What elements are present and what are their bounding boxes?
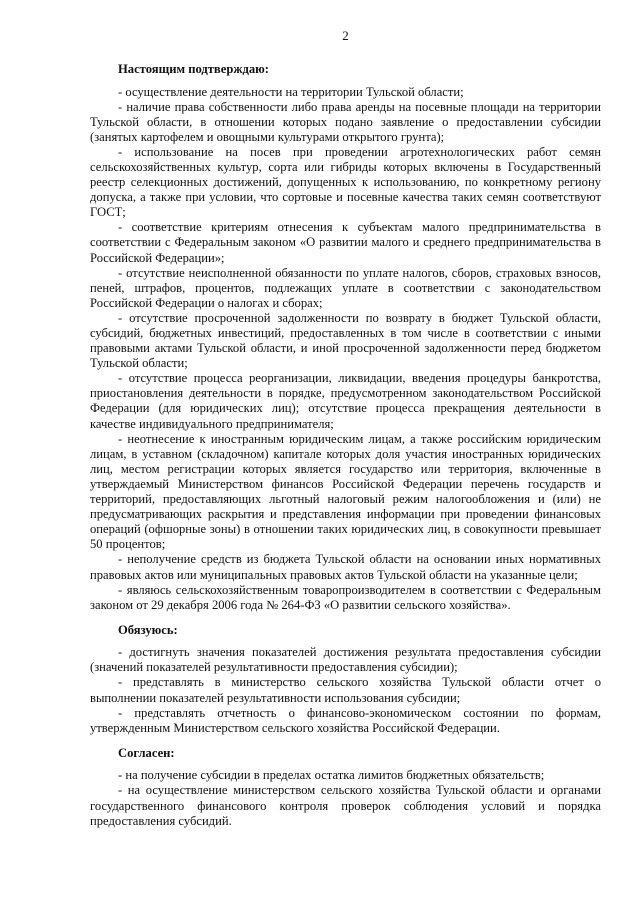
section-heading: Обязуюсь:: [118, 622, 178, 637]
paragraph: - неполучение средств из бюджета Тульской области на основании иных нормативных правовых актов или муниципальных правовых актов Тульской области на указанные цели;: [90, 552, 601, 582]
section-heading: Согласен:: [118, 745, 175, 760]
section-confirm: [90, 62, 601, 613]
paragraph: - достигнуть значения показателей достижения результата предоставления субсидии (значений показателей результативности предоставления субсидии);: [90, 645, 601, 675]
paragraph: - использование на посев при проведении агротехнологических работ семян сельскохозяйственных культур, сорта или гибриды которых включены в Государственный реестр селекционных достижений, допущенных к использованию, по конкретному региону допуска, а также при условии, что сортовые и посевные качества таких семян соответствуют ГОСТ;: [90, 144, 601, 220]
paragraph: - отсутствие неисполненной обязанности по уплате налогов, сборов, страховых взносов, пеней, штрафов, процентов, подлежащих уплате в соответствии с законодательством Российской Федерации о налогах и сборах;: [90, 265, 601, 310]
paragraph: - отсутствие просроченной задолженности по возврату в бюджет Тульской области, субсидий, бюджетных инвестиций, предоставленных в том числе в соответствии с иными правовыми актами Тульской области, и иной просроченной задолженности перед бюджетом Тульской области;: [90, 310, 601, 371]
paragraph: - на осуществление министерством сельского хозяйства Тульской области и органами государственного финансового контроля проверок соблюдения условий и порядка предоставления субсидий.: [90, 783, 601, 828]
paragraph: - осуществление деятельности на территории Тульской области;: [118, 84, 464, 99]
paragraph: - являюсь сельскохозяйственным товаропроизводителем в соответствии с Федеральным законом от 29 декабря 2006 года № 264-ФЗ «О развитии сельского хозяйства».: [90, 582, 601, 612]
paragraph: - представлять в министерство сельского хозяйства Тульской области отчет о выполнении показателей результативности использования субсидии;: [90, 675, 601, 705]
paragraph: - представлять отчетность о финансово-экономическом состоянии по формам, утвержденным Министерством сельского хозяйства Российской Федерации.: [90, 705, 601, 735]
paragraph: - соответствие критериям отнесения к субъектам малого предпринимательства в соответствии с Федеральным законом «О развитии малого и среднего предпринимательства в Российской Федерации»;: [90, 220, 601, 265]
paragraph: - отсутствие процесса реорганизации, ликвидации, введения процедуры банкротства, приостановления деятельности в порядке, предусмотренном законодательством Российской Федерации (для юридических лиц); отсутствие процесса прекращения деятельности в качестве индивидуального предпринимателя;: [90, 371, 601, 431]
section-obligations: [90, 623, 601, 736]
paragraph: - неотнесение к иностранным юридическим лицам, а также российским юридическим лицам, в уставном (складочном) капитале которых доля участия иностранных юридических лиц, местом регистрации которых является государство или территория, включенные в утверждаемый Министерством финансов Российской Федерации перечень государств и территорий, предоставляющих льготный налоговый режим налогообложения и (или) не предусматривающих раскрытия и представления информации при проведении финансовых операций (офшорные зоны) в отношении таких юридических лиц, в совокупности превышает 50 процентов;: [90, 431, 601, 552]
page-number: 2: [342, 28, 349, 43]
section-consent: [90, 746, 601, 829]
paragraph: - на получение субсидии в пределах остатка лимитов бюджетных обязательств;: [118, 768, 545, 783]
section-heading: Настоящим подтверждаю:: [118, 62, 269, 76]
paragraph: - наличие права собственности либо права аренды на посевные площади на территории Тульской области, в отношении которых подано заявление о предоставлении субсидии (занятых картофелем и овощными культурами открытого грунта);: [90, 99, 601, 144]
